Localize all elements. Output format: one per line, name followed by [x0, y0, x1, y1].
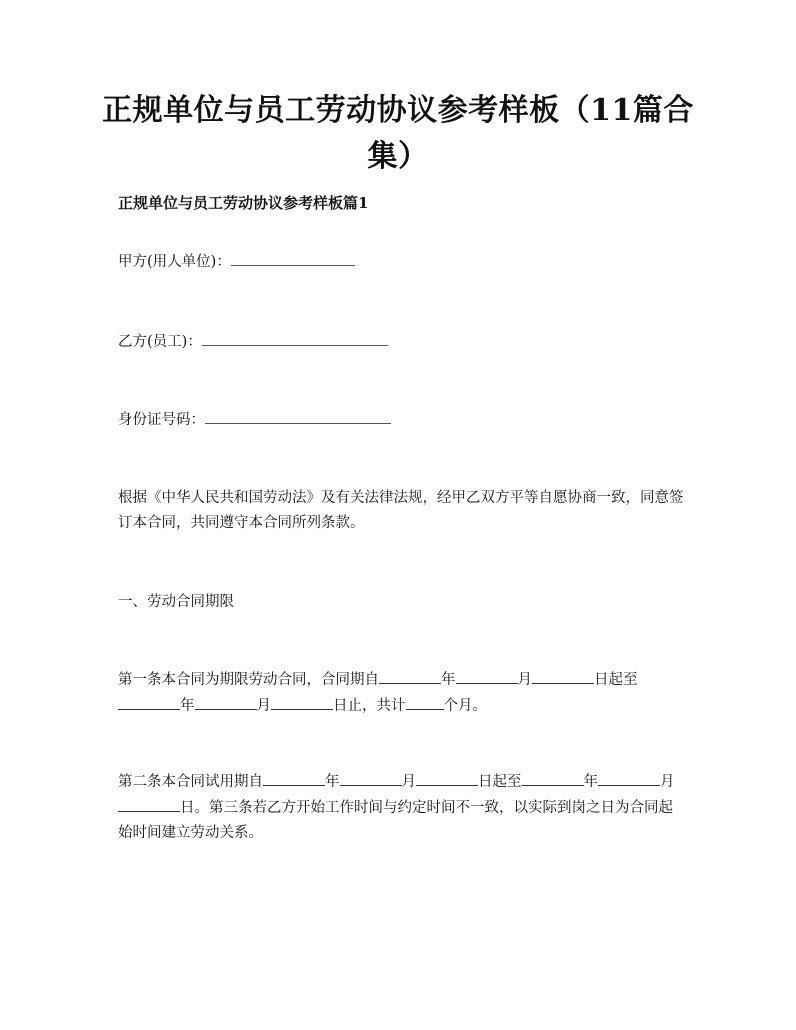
section-subtitle: 正规单位与员工劳动协议参考样板篇1 — [118, 194, 369, 212]
id-number-blank[interactable] — [205, 409, 391, 424]
party-b-line — [118, 330, 684, 355]
article-2-blank[interactable] — [118, 795, 180, 812]
party-b-blank[interactable] — [202, 331, 388, 346]
article-2-day-start: 日起至 — [478, 774, 522, 790]
article-2-blank[interactable] — [522, 769, 584, 786]
article-1-day-end: 日止，共计 — [333, 698, 406, 714]
article-1-blank[interactable] — [379, 667, 441, 684]
article-2-blank[interactable] — [340, 769, 402, 786]
article-1-text-a: 第一条本合同为期限劳动合同，合同期自 — [118, 672, 379, 688]
article-1-month-2: 月 — [256, 698, 271, 714]
article-1-month: 月 — [517, 672, 532, 688]
article-2-day-end: 日。第三条若乙方开始工作时间与约定时间不一致，以实际到岗之日为合同起始时间建立劳动关系。 — [118, 800, 673, 841]
article-2-year-2: 年 — [583, 774, 598, 790]
article-1-day-start: 日起至 — [594, 672, 638, 688]
article-2-blank[interactable] — [416, 769, 478, 786]
article-1-year-2: 年 — [180, 698, 195, 714]
party-a-blank[interactable] — [231, 251, 355, 266]
party-a-line — [118, 250, 684, 275]
document-title: 正规单位与员工劳动协议参考样板（11篇合集） — [102, 93, 694, 174]
party-b-label: 乙方(员工)： — [118, 334, 202, 350]
preamble-paragraph: 根据《中华人民共和国劳动法》及有关法律法规，经甲乙双方平等自愿协商一致，同意签订本合同，共同遵守本合同所列条款。 — [118, 490, 684, 531]
party-a-label: 甲方(用人单位)： — [118, 254, 231, 270]
article-1-blank[interactable] — [118, 693, 180, 710]
article-1-blank[interactable] — [406, 693, 444, 710]
article-1-blank[interactable] — [532, 667, 594, 684]
article-1-blank[interactable] — [456, 667, 518, 684]
section-1-heading: 一、劳动合同期限 — [118, 594, 234, 610]
article-2-text-a: 第二条本合同试用期自 — [118, 774, 263, 790]
article-2-month-2: 月 — [660, 774, 675, 790]
article-1-blank[interactable] — [195, 693, 257, 710]
article-2-month: 月 — [401, 774, 416, 790]
article-2-paragraph — [118, 769, 684, 846]
id-number-line — [118, 408, 684, 433]
article-1-paragraph — [118, 667, 684, 719]
article-1-months: 个月。 — [443, 698, 487, 714]
id-number-label: 身份证号码： — [118, 412, 205, 428]
article-1-blank[interactable] — [271, 693, 333, 710]
article-2-blank[interactable] — [598, 769, 660, 786]
article-2-year: 年 — [325, 774, 340, 790]
article-2-blank[interactable] — [263, 769, 325, 786]
article-1-year: 年 — [441, 672, 456, 688]
